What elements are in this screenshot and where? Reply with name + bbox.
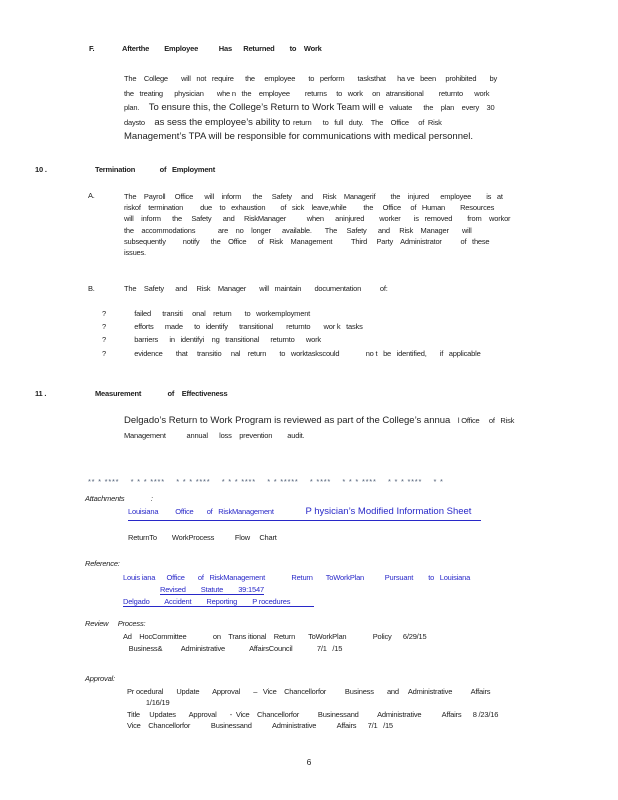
reference-link-orm-return-to-work-plan[interactable]: Louis iana Office of RiskManagement Return ToWorkPlan Pursuant to Louisiana	[123, 573, 471, 582]
item-b-label: B.	[88, 284, 95, 293]
section-f-title: Afterthe Employee Has Returned to Work	[122, 44, 322, 53]
item-a-label: A.	[88, 191, 95, 200]
section-10-number: 10 .	[35, 165, 47, 174]
attachments-label: Attachments :	[85, 494, 153, 503]
section-10-title: Termination of Employment	[95, 165, 215, 174]
review-process-label: Review Process:	[85, 619, 146, 628]
item-a-paragraph: The Payroll Office will inform the Safety and Risk Managerif the injured employee is at riskof termination due to exhaustion of sick leave,while the Office of Human Resources will inform the Safety and RiskManager when aninjured worker is removed from workor the accommodations are no longer available. The Safety and Risk Manager will subsequently notify the Office of Risk Management Third Party Administrator of these issues.	[124, 192, 511, 258]
reference-link-delgado-accident-reporting-procedures[interactable]: Delgado Accident Reporting P rocedures	[123, 597, 314, 607]
attachment-link-physicians-modified-information-sheet[interactable]: Louisiana Office of RiskManagement P hysician’s Modified Information Sheet	[128, 501, 481, 521]
section-11-paragraph: Delgado’s Return to Work Program is reviewed as part of the College’s annua l Office of Risk Management annual loss prevention audit.	[124, 415, 515, 440]
approval-entries: Pr ocedural Update Approval – Vice Chancellorfor Business and Administrative Affairs 1/16/19 Title Updates Approval - Vice Chancellorfor Businessand Administrative Affairs 8 /23/16 Vice Chancellorfor Businessand Administrative Affairs 7/1 /15	[127, 687, 499, 731]
reference-label: Reference:	[85, 559, 120, 568]
reference-link-revised-statute-39-1547[interactable]: Revised Statute 39:1547	[160, 585, 264, 594]
item-b-intro: The Safety and Risk Manager will maintain documentation of:	[124, 284, 388, 293]
section-f-label: F.	[89, 44, 95, 53]
item-b-bullet-list: ? failed transiti onal return to workemployment ? efforts made to identify transitional returnto wor k tasks ? barriers in identifyi ng transitional returnto work ? evidence that transitio nal return to worktaskscould no t be identified, if applicable	[102, 309, 481, 358]
attachment-item-return-to-work-process-flow-chart: ReturnTo WorkProcess Flow Chart	[128, 533, 277, 542]
page-number: 6	[306, 757, 312, 767]
section-f-paragraph: The College will not require the employee to perform tasksthat ha ve been prohibited by the treating physician whe n the employee returns to work on atransitional returnto work plan. To ensure this, the College’s Return to Work Team will e valuate the plan every 30 daysto as sess the employee’s ability to return to full duty. The Office of Risk Management’s TPA will be responsible for communications with medical personnel.	[124, 74, 498, 143]
section-11-number: 11 .	[35, 389, 47, 398]
section-11-title: Measurement of Effectiveness	[95, 389, 228, 398]
approval-label: Approval:	[85, 674, 115, 683]
review-process-entries: Ad HocCommittee on Trans itional Return ToWorkPlan Policy 6/29/15 Business& Administrative AffairsCouncil 7/1 /15	[123, 632, 427, 653]
asterisk-divider: ** * **** * * * **** * * * **** * * * **** * * ***** * **** * * * **** * * * **** * *	[88, 477, 444, 486]
